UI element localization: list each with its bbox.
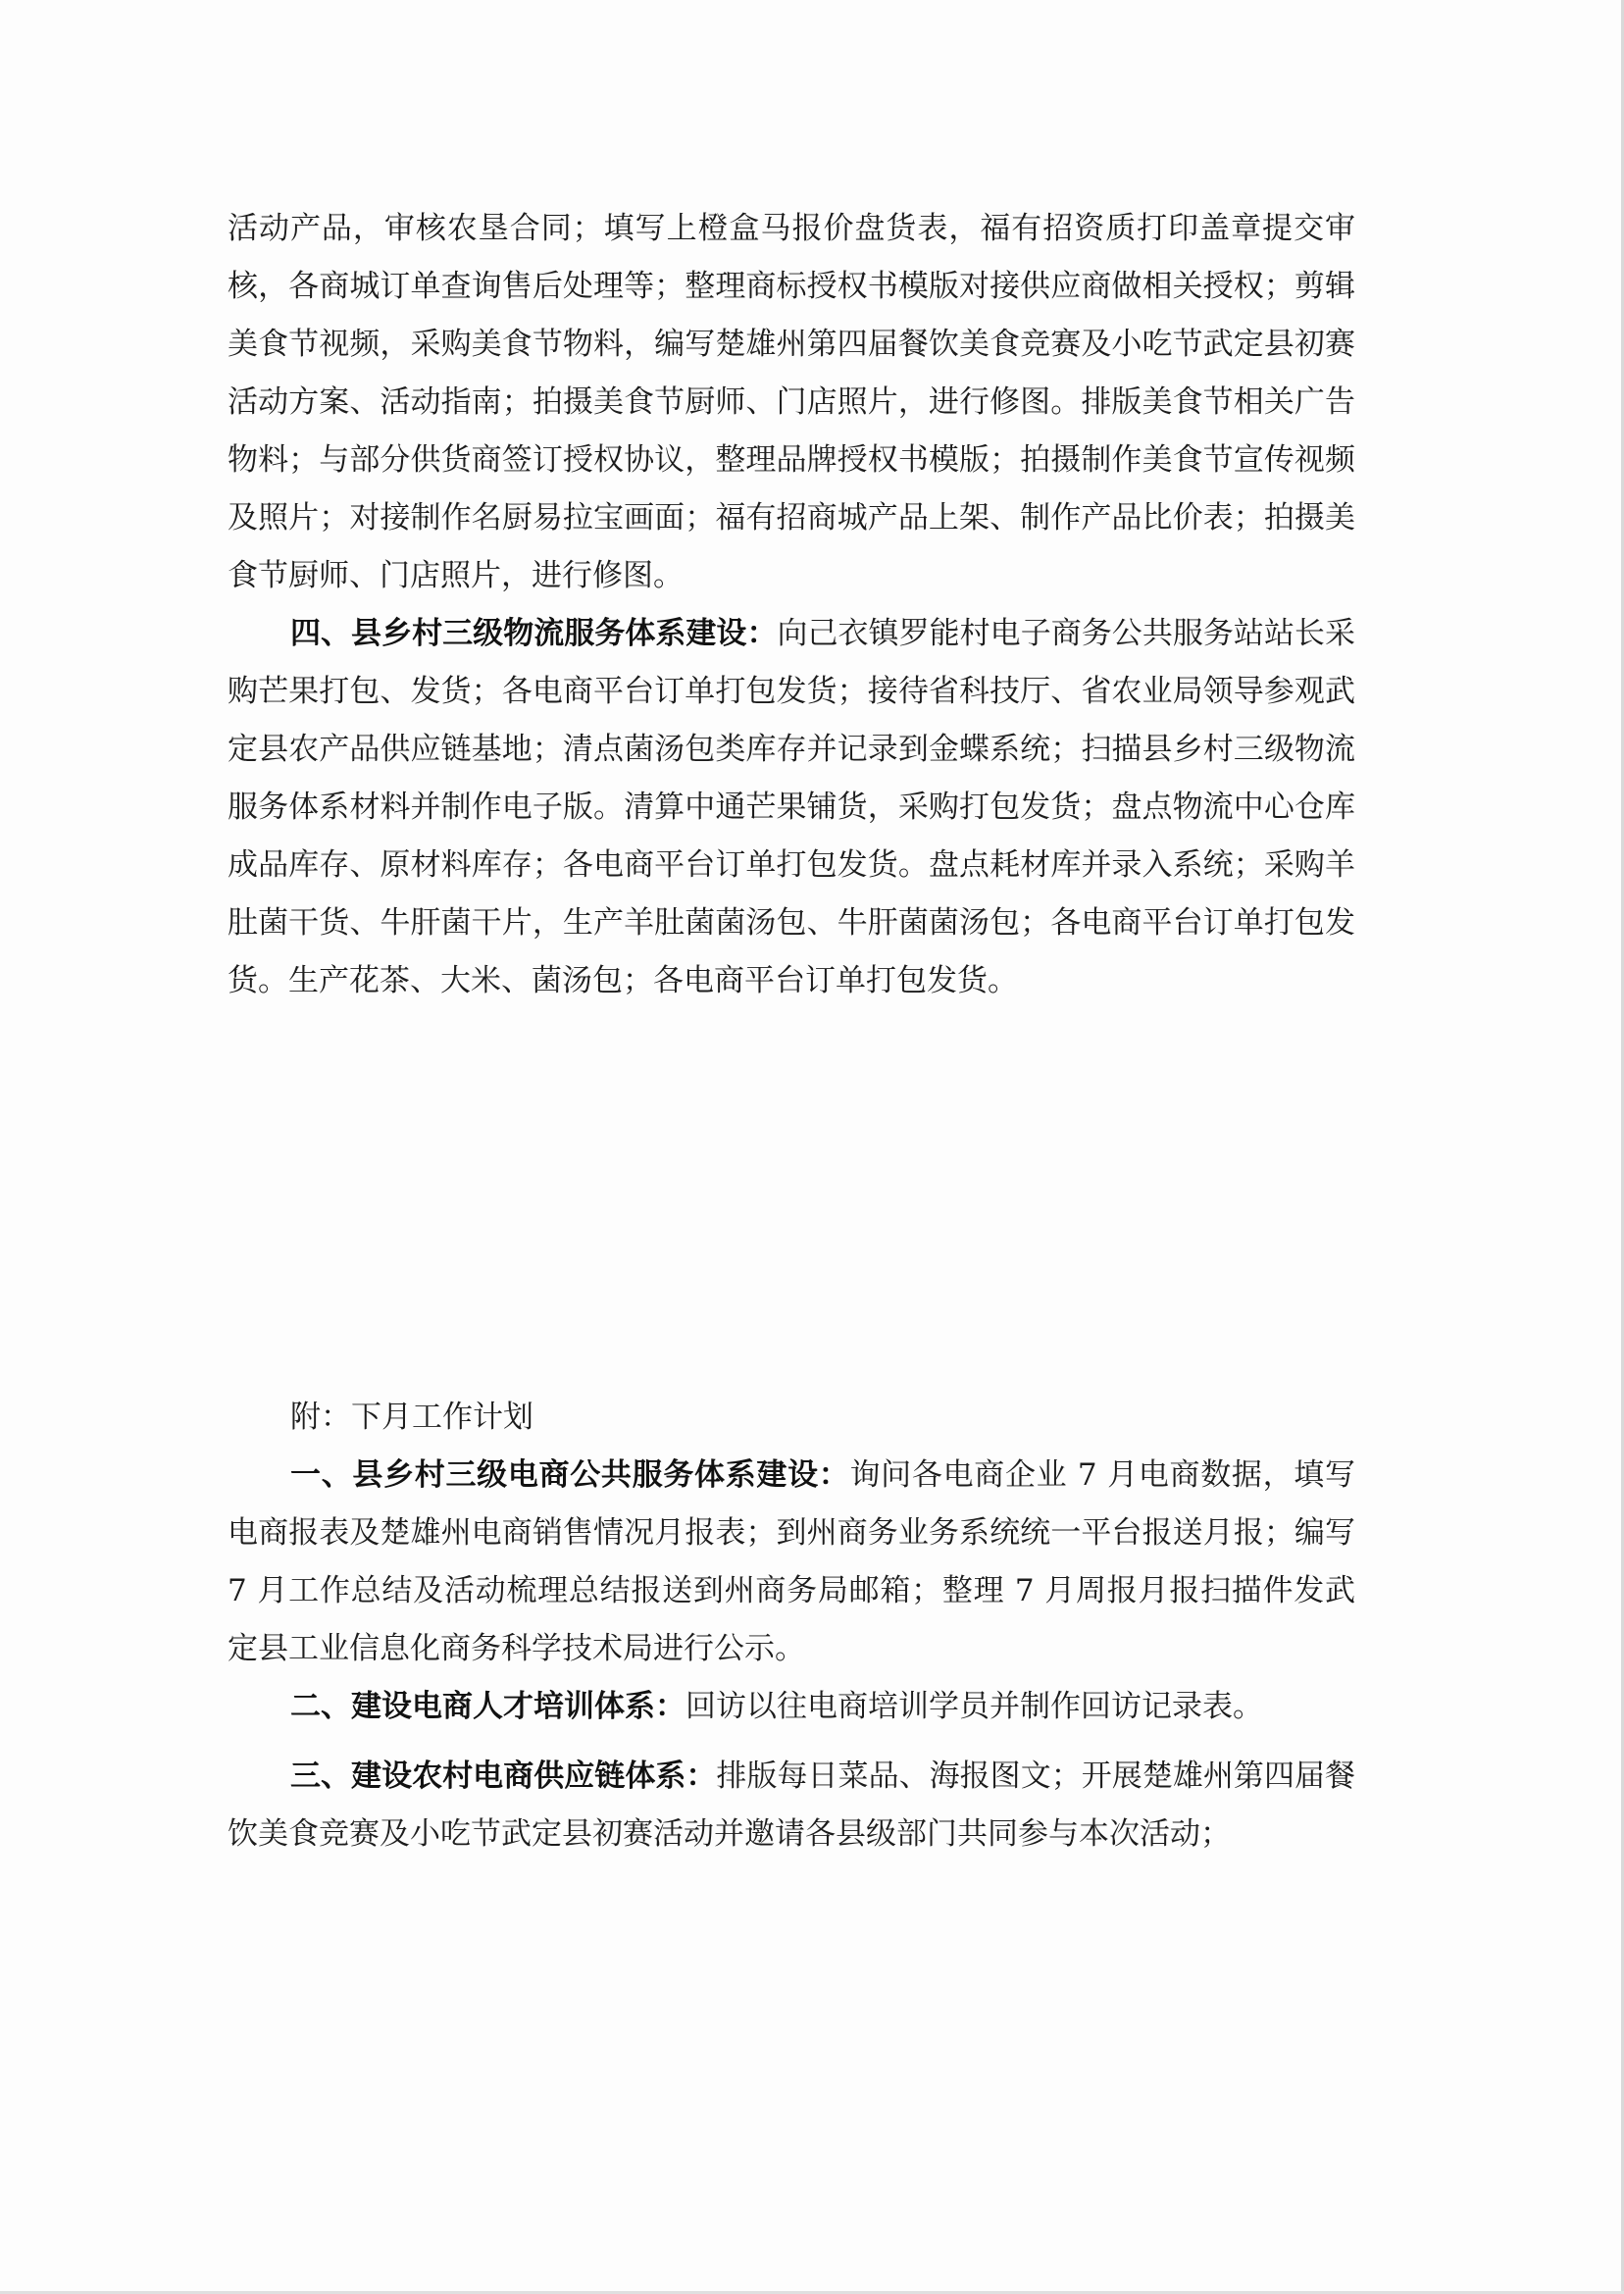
blank-space bbox=[228, 1010, 1355, 1389]
section-logistics bbox=[228, 605, 1355, 1010]
plan-item-training-heading: 二、建设电商人才培训体系： bbox=[290, 1689, 685, 1724]
plan-item-supply-chain bbox=[228, 1748, 1355, 1863]
plan-item-public-service-body: 询问各电商企业 7 月电商数据，填写电商报表及楚雄州电商销售情况月报表；到州商务业务系统统一平台报送月报；编写 7 月工作总结及活动梳理总结报送到州商务局邮箱；整理 7 月周报月报扫描件发武定县工业信息化商务科学技术局进行公示。 bbox=[228, 1457, 1356, 1666]
plan-item-public-service bbox=[228, 1447, 1355, 1678]
section-logistics-body: 向己衣镇罗能村电子商务公共服务站站长采购芒果打包、发货；各电商平台订单打包发货；接待省科技厅、省农业局领导参观武定县农产品供应链基地；清点菌汤包类库存并记录到金蝶系统；扫描县乡村三级物流服务体系材料并制作电子版。清算中通芒果铺货，采购打包发货；盘点物流中心仓库成品库存、原材料库存；各电商平台订单打包发货。盘点耗材库并录入系统；采购羊肚菌干货、牛肝菌干片，生产羊肚菌菌汤包、牛肝菌菌汤包；各电商平台订单打包发货。生产花茶、大米、菌汤包；各电商平台订单打包发货。 bbox=[228, 616, 1355, 998]
section-logistics-heading: 四、县乡村三级物流服务体系建设： bbox=[290, 616, 778, 651]
plan-item-training bbox=[228, 1678, 1355, 1736]
plan-item-supply-chain-heading: 三、建设农村电商供应链体系： bbox=[290, 1759, 717, 1794]
paragraph-gap bbox=[228, 1736, 1355, 1748]
paragraph-continuation: 活动产品，审核农垦合同；填写上橙盒马报价盘货表，福有招资质打印盖章提交审核，各商城订单查询售后处理等；整理商标授权书模版对接供应商做相关授权；剪辑美食节视频，采购美食节物料，编写楚雄州第四届餐饮美食竞赛及小吃节武定县初赛活动方案、活动指南；拍摄美食节厨师、门店照片，进行修图。排版美食节相关广告物料；与部分供货商签订授权协议，整理品牌授权书模版；拍摄制作美食节宣传视频及照片；对接制作名厨易拉宝画面；福有招商城产品上架、制作产品比价表；拍摄美食节厨师、门店照片，进行修图。 bbox=[228, 211, 1355, 593]
plan-item-public-service-heading: 一、县乡村三级电商公共服务体系建设： bbox=[290, 1457, 850, 1493]
annex-title: 附：下月工作计划 bbox=[290, 1400, 533, 1435]
plan-item-supply-chain-body: 排版每日菜品、海报图文；开展楚雄州第四届餐饮美食竞赛及小吃节武定县初赛活动并邀请各县级部门共同参与本次活动； bbox=[228, 1759, 1356, 1852]
plan-item-training-body: 回访以往电商培训学员并制作回访记录表。 bbox=[685, 1689, 1263, 1724]
document-body bbox=[228, 200, 1355, 1863]
